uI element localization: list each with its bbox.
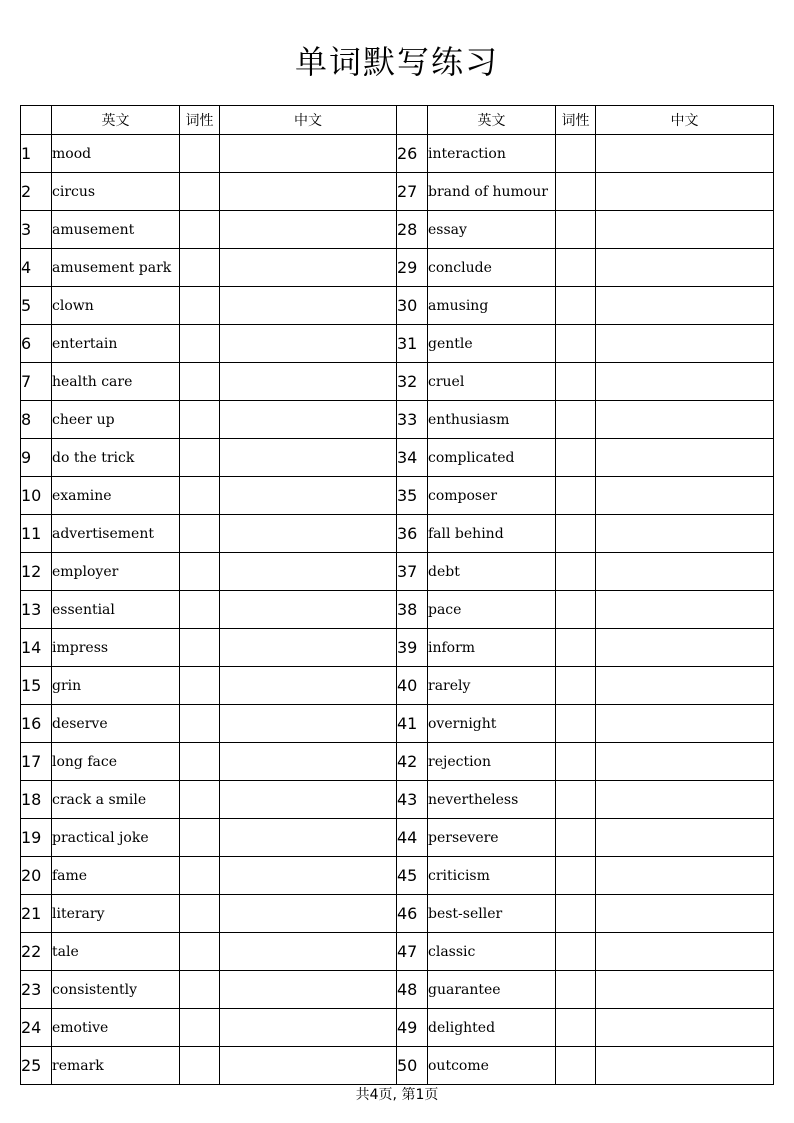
pos-answer-cell[interactable] xyxy=(556,781,596,819)
table-row xyxy=(21,933,774,971)
pos-answer-cell[interactable] xyxy=(556,1009,596,1047)
table-row xyxy=(21,743,774,781)
table-row xyxy=(21,1009,774,1047)
english-word: examine xyxy=(52,477,180,515)
chinese-answer-cell[interactable] xyxy=(596,553,774,591)
english-word: practical joke xyxy=(52,819,180,857)
table-row xyxy=(21,515,774,553)
pos-answer-cell[interactable] xyxy=(180,249,220,287)
chinese-answer-cell[interactable] xyxy=(220,591,397,629)
table-row xyxy=(21,1047,774,1085)
table-row xyxy=(21,401,774,439)
pos-answer-cell[interactable] xyxy=(180,1009,220,1047)
table-row xyxy=(21,211,774,249)
pos-answer-cell[interactable] xyxy=(556,173,596,211)
word-number: 8 xyxy=(21,401,52,439)
pos-answer-cell[interactable] xyxy=(180,667,220,705)
chinese-answer-cell[interactable] xyxy=(596,439,774,477)
table-row xyxy=(21,971,774,1009)
pos-answer-cell[interactable] xyxy=(556,287,596,325)
english-word: deserve xyxy=(52,705,180,743)
english-word: entertain xyxy=(52,325,180,363)
english-word: tale xyxy=(52,933,180,971)
table-row xyxy=(21,363,774,401)
pos-answer-cell[interactable] xyxy=(180,211,220,249)
chinese-answer-cell[interactable] xyxy=(596,781,774,819)
chinese-answer-cell[interactable] xyxy=(220,819,397,857)
english-word: do the trick xyxy=(52,439,180,477)
word-number: 27 xyxy=(397,173,428,211)
table-row xyxy=(21,895,774,933)
english-word: guarantee xyxy=(428,971,556,1009)
chinese-answer-cell[interactable] xyxy=(220,363,397,401)
english-word: debt xyxy=(428,553,556,591)
word-number: 12 xyxy=(21,553,52,591)
word-number: 38 xyxy=(397,591,428,629)
word-number: 50 xyxy=(397,1047,428,1085)
word-number: 33 xyxy=(397,401,428,439)
pos-answer-cell[interactable] xyxy=(180,781,220,819)
word-number: 48 xyxy=(397,971,428,1009)
table-row xyxy=(21,857,774,895)
chinese-answer-cell[interactable] xyxy=(220,1047,397,1085)
chinese-answer-cell[interactable] xyxy=(596,325,774,363)
word-number: 35 xyxy=(397,477,428,515)
english-word: essay xyxy=(428,211,556,249)
vocabulary-table xyxy=(20,105,774,1085)
chinese-answer-cell[interactable] xyxy=(220,629,397,667)
table-row xyxy=(21,477,774,515)
chinese-answer-cell[interactable] xyxy=(220,135,397,173)
chinese-answer-cell[interactable] xyxy=(596,667,774,705)
word-number: 20 xyxy=(21,857,52,895)
table-header-row xyxy=(21,106,774,135)
header-pos: 词性 xyxy=(556,106,596,135)
chinese-answer-cell[interactable] xyxy=(596,933,774,971)
word-number: 39 xyxy=(397,629,428,667)
english-word: brand of humour xyxy=(428,173,556,211)
word-number: 36 xyxy=(397,515,428,553)
header-index xyxy=(397,106,428,135)
table-row xyxy=(21,781,774,819)
english-word: fall behind xyxy=(428,515,556,553)
word-number: 28 xyxy=(397,211,428,249)
chinese-answer-cell[interactable] xyxy=(596,743,774,781)
word-number: 19 xyxy=(21,819,52,857)
chinese-answer-cell[interactable] xyxy=(220,743,397,781)
english-word: interaction xyxy=(428,135,556,173)
word-number: 15 xyxy=(21,667,52,705)
word-number: 10 xyxy=(21,477,52,515)
word-number: 14 xyxy=(21,629,52,667)
chinese-answer-cell[interactable] xyxy=(596,971,774,1009)
chinese-answer-cell[interactable] xyxy=(220,895,397,933)
english-word: criticism xyxy=(428,857,556,895)
english-word: enthusiasm xyxy=(428,401,556,439)
word-number: 30 xyxy=(397,287,428,325)
chinese-answer-cell[interactable] xyxy=(596,591,774,629)
word-number: 29 xyxy=(397,249,428,287)
pos-answer-cell[interactable] xyxy=(556,667,596,705)
chinese-answer-cell[interactable] xyxy=(220,325,397,363)
pos-answer-cell[interactable] xyxy=(556,553,596,591)
word-number: 22 xyxy=(21,933,52,971)
word-number: 26 xyxy=(397,135,428,173)
word-number: 46 xyxy=(397,895,428,933)
table-row xyxy=(21,249,774,287)
pos-answer-cell[interactable] xyxy=(556,401,596,439)
english-word: amusement xyxy=(52,211,180,249)
chinese-answer-cell[interactable] xyxy=(596,629,774,667)
word-number: 44 xyxy=(397,819,428,857)
word-number: 37 xyxy=(397,553,428,591)
english-word: literary xyxy=(52,895,180,933)
pos-answer-cell[interactable] xyxy=(556,515,596,553)
word-number: 11 xyxy=(21,515,52,553)
english-word: amusing xyxy=(428,287,556,325)
chinese-answer-cell[interactable] xyxy=(220,515,397,553)
chinese-answer-cell[interactable] xyxy=(596,705,774,743)
pos-answer-cell[interactable] xyxy=(180,705,220,743)
english-word: long face xyxy=(52,743,180,781)
chinese-answer-cell[interactable] xyxy=(220,477,397,515)
english-word: complicated xyxy=(428,439,556,477)
word-number: 3 xyxy=(21,211,52,249)
chinese-answer-cell[interactable] xyxy=(220,705,397,743)
table-row xyxy=(21,325,774,363)
pos-answer-cell[interactable] xyxy=(556,819,596,857)
pos-answer-cell[interactable] xyxy=(556,705,596,743)
english-word: essential xyxy=(52,591,180,629)
chinese-answer-cell[interactable] xyxy=(220,173,397,211)
word-number: 31 xyxy=(397,325,428,363)
pos-answer-cell[interactable] xyxy=(180,401,220,439)
word-number: 13 xyxy=(21,591,52,629)
header-index xyxy=(21,106,52,135)
word-number: 45 xyxy=(397,857,428,895)
chinese-answer-cell[interactable] xyxy=(220,401,397,439)
pos-answer-cell[interactable] xyxy=(180,553,220,591)
word-number: 1 xyxy=(21,135,52,173)
word-number: 47 xyxy=(397,933,428,971)
english-word: mood xyxy=(52,135,180,173)
word-number: 34 xyxy=(397,439,428,477)
chinese-answer-cell[interactable] xyxy=(596,477,774,515)
page-footer: 共4页, 第1页 xyxy=(355,1087,439,1103)
pos-answer-cell[interactable] xyxy=(180,477,220,515)
word-number: 21 xyxy=(21,895,52,933)
pos-answer-cell[interactable] xyxy=(556,363,596,401)
english-word: fame xyxy=(52,857,180,895)
header-pos: 词性 xyxy=(180,106,220,135)
chinese-answer-cell[interactable] xyxy=(220,933,397,971)
pos-answer-cell[interactable] xyxy=(556,249,596,287)
pos-answer-cell[interactable] xyxy=(180,591,220,629)
pos-answer-cell[interactable] xyxy=(556,857,596,895)
english-word: circus xyxy=(52,173,180,211)
header-chinese: 中文 xyxy=(220,106,397,135)
english-word: persevere xyxy=(428,819,556,857)
word-number: 25 xyxy=(21,1047,52,1085)
word-number: 49 xyxy=(397,1009,428,1047)
english-word: remark xyxy=(52,1047,180,1085)
chinese-answer-cell[interactable] xyxy=(596,211,774,249)
word-number: 6 xyxy=(21,325,52,363)
english-word: cruel xyxy=(428,363,556,401)
pos-answer-cell[interactable] xyxy=(180,1047,220,1085)
pos-answer-cell[interactable] xyxy=(556,971,596,1009)
table-row xyxy=(21,173,774,211)
table-row xyxy=(21,819,774,857)
chinese-answer-cell[interactable] xyxy=(596,515,774,553)
pos-answer-cell[interactable] xyxy=(556,895,596,933)
chinese-answer-cell[interactable] xyxy=(596,1009,774,1047)
pos-answer-cell[interactable] xyxy=(180,135,220,173)
word-number: 24 xyxy=(21,1009,52,1047)
table-row xyxy=(21,135,774,173)
pos-answer-cell[interactable] xyxy=(556,439,596,477)
pos-answer-cell[interactable] xyxy=(556,1047,596,1085)
chinese-answer-cell[interactable] xyxy=(220,439,397,477)
english-word: employer xyxy=(52,553,180,591)
page-title: 单词默写练习 xyxy=(294,43,499,81)
pos-answer-cell[interactable] xyxy=(180,173,220,211)
word-number: 23 xyxy=(21,971,52,1009)
table-row xyxy=(21,667,774,705)
word-number: 4 xyxy=(21,249,52,287)
table-body xyxy=(21,135,774,1085)
english-word: cheer up xyxy=(52,401,180,439)
chinese-answer-cell[interactable] xyxy=(220,781,397,819)
table-row xyxy=(21,287,774,325)
english-word: emotive xyxy=(52,1009,180,1047)
pos-answer-cell[interactable] xyxy=(180,325,220,363)
table-row xyxy=(21,705,774,743)
english-word: crack a smile xyxy=(52,781,180,819)
chinese-answer-cell[interactable] xyxy=(220,211,397,249)
word-number: 43 xyxy=(397,781,428,819)
pos-answer-cell[interactable] xyxy=(180,819,220,857)
chinese-answer-cell[interactable] xyxy=(220,249,397,287)
english-word: outcome xyxy=(428,1047,556,1085)
pos-answer-cell[interactable] xyxy=(180,971,220,1009)
english-word: inform xyxy=(428,629,556,667)
table-row xyxy=(21,553,774,591)
chinese-answer-cell[interactable] xyxy=(596,363,774,401)
english-word: best-seller xyxy=(428,895,556,933)
chinese-answer-cell[interactable] xyxy=(596,135,774,173)
pos-answer-cell[interactable] xyxy=(180,895,220,933)
english-word: composer xyxy=(428,477,556,515)
pos-answer-cell[interactable] xyxy=(180,439,220,477)
word-number: 9 xyxy=(21,439,52,477)
english-word: grin xyxy=(52,667,180,705)
chinese-answer-cell[interactable] xyxy=(220,667,397,705)
pos-answer-cell[interactable] xyxy=(556,629,596,667)
pos-answer-cell[interactable] xyxy=(556,591,596,629)
english-word: advertisement xyxy=(52,515,180,553)
english-word: consistently xyxy=(52,971,180,1009)
english-word: nevertheless xyxy=(428,781,556,819)
chinese-answer-cell[interactable] xyxy=(220,971,397,1009)
word-number: 42 xyxy=(397,743,428,781)
pos-answer-cell[interactable] xyxy=(180,857,220,895)
word-number: 32 xyxy=(397,363,428,401)
word-number: 7 xyxy=(21,363,52,401)
chinese-answer-cell[interactable] xyxy=(220,1009,397,1047)
chinese-answer-cell[interactable] xyxy=(220,553,397,591)
english-word: classic xyxy=(428,933,556,971)
chinese-answer-cell[interactable] xyxy=(220,287,397,325)
table-row xyxy=(21,629,774,667)
header-english: 英文 xyxy=(52,106,180,135)
pos-answer-cell[interactable] xyxy=(556,135,596,173)
header-english: 英文 xyxy=(428,106,556,135)
chinese-answer-cell[interactable] xyxy=(596,819,774,857)
english-word: delighted xyxy=(428,1009,556,1047)
pos-answer-cell[interactable] xyxy=(180,287,220,325)
english-word: rejection xyxy=(428,743,556,781)
word-number: 17 xyxy=(21,743,52,781)
table-row xyxy=(21,439,774,477)
english-word: health care xyxy=(52,363,180,401)
pos-answer-cell[interactable] xyxy=(556,325,596,363)
pos-answer-cell[interactable] xyxy=(180,743,220,781)
chinese-answer-cell[interactable] xyxy=(596,249,774,287)
english-word: impress xyxy=(52,629,180,667)
pos-answer-cell[interactable] xyxy=(180,363,220,401)
english-word: clown xyxy=(52,287,180,325)
pos-answer-cell[interactable] xyxy=(180,933,220,971)
english-word: rarely xyxy=(428,667,556,705)
chinese-answer-cell[interactable] xyxy=(596,895,774,933)
pos-answer-cell[interactable] xyxy=(556,743,596,781)
word-number: 16 xyxy=(21,705,52,743)
pos-answer-cell[interactable] xyxy=(180,515,220,553)
chinese-answer-cell[interactable] xyxy=(596,287,774,325)
english-word: conclude xyxy=(428,249,556,287)
chinese-answer-cell[interactable] xyxy=(596,1047,774,1085)
chinese-answer-cell[interactable] xyxy=(596,857,774,895)
word-number: 5 xyxy=(21,287,52,325)
chinese-answer-cell[interactable] xyxy=(596,401,774,439)
english-word: amusement park xyxy=(52,249,180,287)
chinese-answer-cell[interactable] xyxy=(220,857,397,895)
word-number: 40 xyxy=(397,667,428,705)
pos-answer-cell[interactable] xyxy=(556,477,596,515)
pos-answer-cell[interactable] xyxy=(556,211,596,249)
header-chinese: 中文 xyxy=(596,106,774,135)
word-number: 41 xyxy=(397,705,428,743)
english-word: pace xyxy=(428,591,556,629)
word-number: 18 xyxy=(21,781,52,819)
table-row xyxy=(21,591,774,629)
english-word: overnight xyxy=(428,705,556,743)
english-word: gentle xyxy=(428,325,556,363)
pos-answer-cell[interactable] xyxy=(180,629,220,667)
pos-answer-cell[interactable] xyxy=(556,933,596,971)
chinese-answer-cell[interactable] xyxy=(596,173,774,211)
word-number: 2 xyxy=(21,173,52,211)
